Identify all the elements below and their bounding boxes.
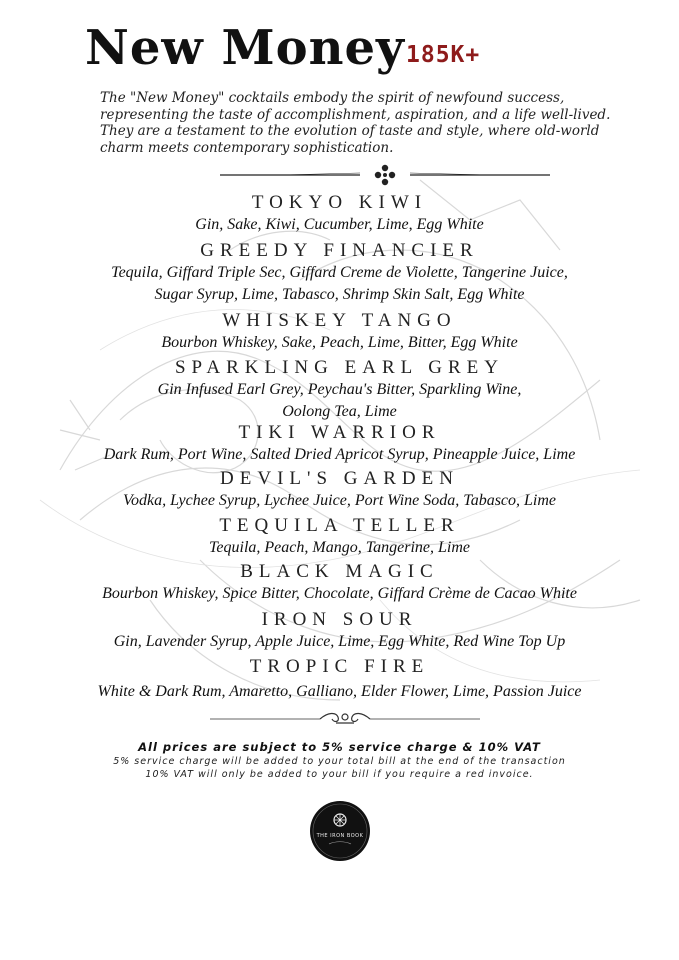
cocktail-ingredients: Sugar Syrup, Lime, Tabasco, Shrimp Skin Salt, Egg White	[154, 286, 525, 303]
cocktail-ingredients: Bourbon Whiskey, Sake, Peach, Lime, Bitter, Egg White	[161, 334, 518, 351]
cocktail-item	[0, 468, 679, 512]
cocktail-ingredients: Tequila, Peach, Mango, Tangerine, Lime	[208, 539, 471, 556]
cocktail-item	[0, 656, 679, 703]
cross-flourish-icon	[220, 164, 550, 186]
cocktail-name: TEQUILA TELLER	[219, 515, 460, 536]
cocktail-name: BLACK MAGIC	[240, 561, 439, 582]
cocktail-name: GREEDY FINANCIER	[200, 240, 479, 261]
cocktail-name: WHISKEY TANGO	[222, 310, 457, 331]
cocktail-ingredients: White & Dark Rum, Amaretto, Galliano, Elder Flower, Lime, Passion Juice	[97, 683, 582, 700]
cocktail-item	[0, 192, 679, 236]
cocktail-item	[0, 357, 679, 423]
cocktail-item	[0, 310, 679, 354]
vat-note: 10% VAT will only be added to your bill if you require a red invoice.	[145, 769, 534, 780]
cocktail-ingredients: Gin, Sake, Kiwi, Cucumber, Lime, Egg White	[195, 216, 484, 233]
cocktail-item	[0, 561, 679, 605]
logo-text: THE IRON BOOK	[316, 833, 364, 839]
price-label: 185K+	[406, 42, 481, 68]
cocktail-name: SPARKLING EARL GREY	[174, 357, 504, 378]
scroll-flourish-icon	[210, 708, 480, 726]
cocktail-item	[0, 240, 679, 306]
cocktail-ingredients: Gin Infused Earl Grey, Peychau's Bitter, Sparkling Wine,	[157, 381, 522, 398]
intro-text: The "New Money" cocktails embody the spirit of newfound success, representing the taste of accomplishment, aspiration, and a life well-lived. They are a testament to the evolution of taste and style, where old-world charm meets contemporary sophistication.	[100, 90, 611, 156]
cocktail-ingredients: Vodka, Lychee Syrup, Lychee Juice, Port Wine Soda, Tabasco, Lime	[122, 492, 557, 509]
cocktail-ingredients: Tequila, Giffard Triple Sec, Giffard Creme de Violette, Tangerine Juice,	[111, 264, 568, 281]
cocktail-ingredients: Oolong Tea, Lime	[282, 403, 397, 420]
logo-icon	[309, 800, 371, 862]
cocktail-item	[0, 515, 679, 559]
cocktail-ingredients: Bourbon Whiskey, Spice Bitter, Chocolate, Giffard Crème de Cacao White	[102, 585, 577, 602]
service-charge-note: 5% service charge will be added to your total bill at the end of the transaction	[113, 756, 566, 767]
price-notice: All prices are subject to 5% service charge & 10% VAT	[138, 740, 541, 754]
menu-title: New Money	[85, 20, 405, 76]
cocktail-name: IRON SOUR	[261, 609, 418, 630]
cocktail-item	[0, 422, 679, 466]
cocktail-name: TIKI WARRIOR	[238, 422, 441, 443]
cocktail-name: TROPIC FIRE	[249, 656, 430, 677]
cocktail-ingredients: Gin, Lavender Syrup, Apple Juice, Lime, Egg White, Red Wine Top Up	[113, 633, 566, 650]
cocktail-name: TOKYO KIWI	[251, 192, 428, 213]
cocktail-ingredients: Dark Rum, Port Wine, Salted Dried Apricot Syrup, Pineapple Juice, Lime	[103, 446, 576, 463]
cocktail-name: DEVIL'S GARDEN	[220, 468, 459, 489]
cocktail-item	[0, 609, 679, 653]
